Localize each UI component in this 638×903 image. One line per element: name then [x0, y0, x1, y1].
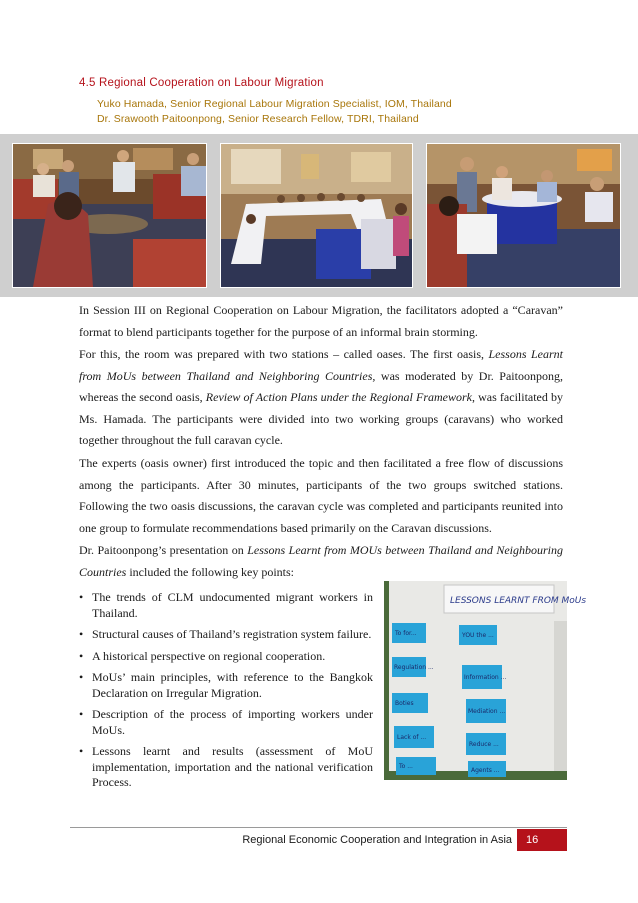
sticky-note-left-5: To ... — [399, 763, 413, 770]
sticky-note-left-1: To for... — [395, 630, 417, 637]
paragraph-4-text-a: Dr. Paitoonpong’s presentation on — [79, 543, 248, 557]
list-item — [79, 670, 373, 701]
list-item-text: Structural causes of Thailand’s registration system failure. — [92, 627, 372, 641]
bullet-glyph: • — [79, 744, 84, 758]
bullet-glyph: • — [79, 590, 84, 604]
bullet-glyph: • — [79, 627, 84, 641]
footer-title: Regional Economic Cooperation and Integration in Asia — [242, 834, 512, 846]
sticky-note-left-2: Regulation ... — [394, 664, 434, 671]
photo-meeting-lounge — [12, 143, 207, 288]
paragraph-2-text-e: , was facilitated by Ms. Hamada. The participants were divided into two working groups (caravans) who worked together throughout the full caravan cycle. — [79, 390, 564, 447]
key-points-list — [79, 590, 373, 797]
list-item-text: A historical perspective on regional cooperation. — [92, 648, 326, 663]
sticky-note-right-4: Reduce ... — [469, 741, 499, 748]
paragraph-3: The experts (oasis owner) first introduced the topic and then facilitated a free flow of discussions among the participants. After 30 minutes, participants of the two groups switched stations. Following the two oasis discussions, the caravan cycle was completed and participants reunited into one group to formulate recommendations based primarily on the Caravan discussions. — [79, 456, 563, 535]
list-item — [79, 627, 373, 643]
paragraph-2 — [79, 344, 563, 452]
paragraph-1: In Session III on Regional Cooperation on Labour Migration, the facilitators adopted a “Caravan” format to blend participants together for the purpose of an informal brain storming. — [79, 303, 563, 339]
sticky-note-right-1: YOU the ... — [462, 632, 494, 639]
paragraph-4-presentation-title: Lessons Learnt from MOUs between Thailand and Neighbouring Countries — [79, 543, 564, 579]
paragraph-2-text-a: For this, the room was prepared with two stations – called oases. The first oasis, — [79, 347, 489, 361]
paragraph-2-text-c: was moderated by Dr. Paitoonpong, whereas the second oasis, — [79, 368, 563, 404]
sticky-note-right-3: Mediation ... — [468, 708, 506, 715]
list-item-text: Lessons learnt and results (assessment of MoU implementation, importation and the national verification Process. — [92, 744, 373, 789]
list-item — [79, 590, 373, 621]
list-item-text: MoUs’ main principles, with reference to the Bangkok Declaration on Irregular Migration. — [92, 670, 373, 700]
bullet-glyph: • — [79, 670, 84, 684]
page-number: 16 — [526, 834, 539, 846]
section-heading: 4.5 Regional Cooperation on Labour Migration — [79, 77, 324, 89]
whiteboard-title: LESSONS LEARNT FROM MoUs — [450, 596, 587, 606]
paragraph-2-oasis-2-title: Review of Action Plans under the Regional Framework — [205, 390, 473, 404]
footer-rule — [70, 827, 567, 828]
photo-conference-room — [220, 143, 413, 288]
list-item-text: Description of the process of importing workers under MoUs. — [92, 707, 373, 737]
paragraph-4-text-c: included the following key points: — [126, 564, 294, 579]
list-item — [79, 744, 373, 791]
author-line-2: Dr. Srawooth Paitoonpong, Senior Research Fellow, TDRI, Thailand — [97, 113, 419, 125]
sticky-note-left-3: Boties — [395, 700, 414, 707]
page-number-box — [517, 829, 567, 851]
list-item-text: The trends of CLM undocumented migrant workers in Thailand. — [92, 590, 373, 620]
author-line-1: Yuko Hamada, Senior Regional Labour Migration Specialist, IOM, Thailand — [97, 98, 452, 110]
bullet-glyph: • — [79, 648, 84, 663]
sticky-note-left-4: Lack of ... — [397, 734, 427, 741]
photo-group-discussion — [426, 143, 621, 288]
paragraph-4 — [79, 540, 563, 583]
photo-whiteboard-lessons-learnt — [384, 581, 587, 780]
paragraph-2-oasis-1-title: Lessons Learnt from MoUs between Thailand and Neighboring Countries, — [79, 347, 563, 383]
list-item — [79, 707, 373, 738]
bullet-glyph: • — [79, 707, 84, 721]
list-item — [79, 649, 373, 665]
sticky-note-right-5: Agents ... — [471, 767, 500, 774]
sticky-note-right-2: Information ... — [464, 674, 507, 681]
